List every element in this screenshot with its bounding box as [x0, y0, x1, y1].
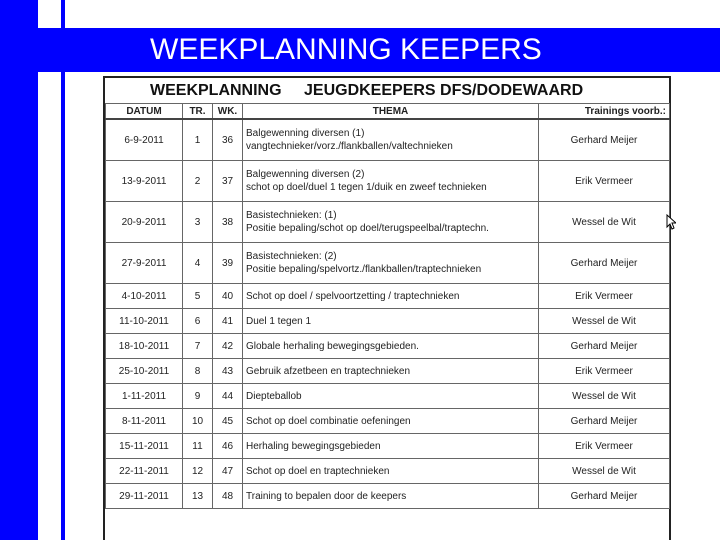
table-row [106, 459, 670, 484]
cell-training-number: 9 [183, 384, 213, 409]
cell-datum: 15-11-2011 [106, 434, 183, 459]
cell-datum: 1-11-2011 [106, 384, 183, 409]
cell-datum: 25-10-2011 [106, 359, 183, 384]
cell-datum: 6-9-2011 [106, 119, 183, 161]
table-row [106, 202, 670, 243]
column-header-wk: WK. [213, 104, 243, 120]
thema-line: Balgewenning diversen (1) [246, 128, 365, 139]
table-row [106, 409, 670, 434]
cell-week: 41 [213, 309, 243, 334]
cell-week: 46 [213, 434, 243, 459]
table-row [106, 484, 670, 509]
cell-training-number: 13 [183, 484, 213, 509]
cell-training-number: 11 [183, 434, 213, 459]
thema-line: Herhaling bewegingsgebieden [246, 440, 381, 452]
cell-datum: 11-10-2011 [106, 309, 183, 334]
cell-trainer: Erik Vermeer [539, 284, 670, 309]
thema-line: Diepteballob [246, 390, 302, 402]
cell-training-number: 8 [183, 359, 213, 384]
table-row [106, 359, 670, 384]
title-band-left [38, 28, 61, 72]
thema-line: Globale herhaling bewegingsgebieden. [246, 340, 419, 352]
thema-line: Basistechnieken: (2) [246, 251, 337, 262]
cell-datum: 8-11-2011 [106, 409, 183, 434]
cell-trainer: Gerhard Meijer [539, 119, 670, 161]
cell-week: 42 [213, 334, 243, 359]
cell-training-number: 2 [183, 161, 213, 202]
table-header-row [106, 104, 670, 120]
cell-thema [243, 409, 539, 434]
thema-line: Positie bepaling/spelvortz./flankballen/traptechnieken [246, 264, 482, 275]
cell-trainer: Erik Vermeer [539, 434, 670, 459]
cell-datum: 27-9-2011 [106, 243, 183, 284]
cell-thema [243, 359, 539, 384]
cell-thema [243, 484, 539, 509]
cell-training-number: 5 [183, 284, 213, 309]
cell-thema [243, 119, 539, 161]
cell-training-number: 10 [183, 409, 213, 434]
cell-trainer: Gerhard Meijer [539, 243, 670, 284]
frame-left-stripe [38, 0, 61, 540]
mouse-cursor-icon [666, 214, 676, 230]
cell-thema [243, 161, 539, 202]
cell-trainer: Erik Vermeer [539, 359, 670, 384]
cell-week: 38 [213, 202, 243, 243]
document-title-part2: JEUGDKEEPERS DFS/DODEWAARD [304, 82, 584, 99]
cell-week: 36 [213, 119, 243, 161]
thema-line: Balgewenning diversen (2) [246, 169, 365, 180]
cell-trainer: Gerhard Meijer [539, 484, 670, 509]
document-title [105, 80, 669, 102]
column-header-datum: DATUM [106, 104, 183, 120]
column-header-thema: THEMA [243, 104, 539, 120]
schedule-table [105, 103, 670, 509]
cell-thema [243, 459, 539, 484]
table-row [106, 334, 670, 359]
document-title-part1: WEEKPLANNING [150, 82, 282, 99]
table-row [106, 284, 670, 309]
cell-week: 39 [213, 243, 243, 284]
cell-week: 40 [213, 284, 243, 309]
cell-week: 37 [213, 161, 243, 202]
table-body [106, 119, 670, 509]
cell-trainer: Wessel de Wit [539, 202, 670, 243]
thema-line: Schot op doel en traptechnieken [246, 465, 390, 477]
cell-trainer: Wessel de Wit [539, 309, 670, 334]
table-row [106, 161, 670, 202]
cell-trainer: Gerhard Meijer [539, 409, 670, 434]
thema-line: Basistechnieken: (1) [246, 210, 337, 221]
cell-thema [243, 309, 539, 334]
table-row [106, 434, 670, 459]
thema-line: Gebruik afzetbeen en traptechnieken [246, 365, 410, 377]
table-row [106, 243, 670, 284]
cell-thema [243, 384, 539, 409]
thema-line: Schot op doel combinatie oefeningen [246, 415, 411, 427]
cell-week: 43 [213, 359, 243, 384]
cell-training-number: 4 [183, 243, 213, 284]
table-row [106, 384, 670, 409]
thema-line: Duel 1 tegen 1 [246, 315, 312, 327]
cell-datum: 29-11-2011 [106, 484, 183, 509]
cell-training-number: 1 [183, 119, 213, 161]
cell-thema [243, 243, 539, 284]
thema-line: schot op doel/duel 1 tegen 1/duik en zweef technieken [246, 182, 487, 193]
slide-title: WEEKPLANNING KEEPERS [150, 33, 542, 66]
cell-datum: 18-10-2011 [106, 334, 183, 359]
thema-line: Training to bepalen door de keepers [246, 490, 407, 502]
cell-datum: 13-9-2011 [106, 161, 183, 202]
cell-week: 47 [213, 459, 243, 484]
table-row [106, 309, 670, 334]
column-header-tr: TR. [183, 104, 213, 120]
cell-trainer: Wessel de Wit [539, 459, 670, 484]
cell-datum: 4-10-2011 [106, 284, 183, 309]
thema-line: vangtechnieker/vorz./flankballen/valtechnieken [246, 141, 453, 152]
thema-line: Schot op doel / spelvoortzetting / traptechnieken [246, 290, 460, 302]
cell-training-number: 7 [183, 334, 213, 359]
cell-week: 44 [213, 384, 243, 409]
thema-line: Positie bepaling/schot op doel/terugspeelbal/traptechn. [246, 223, 489, 234]
cell-thema [243, 434, 539, 459]
cell-thema [243, 284, 539, 309]
cell-training-number: 6 [183, 309, 213, 334]
cell-trainer: Wessel de Wit [539, 384, 670, 409]
cell-training-number: 12 [183, 459, 213, 484]
cell-thema [243, 202, 539, 243]
weekplanning-document [103, 76, 671, 540]
cell-trainer: Erik Vermeer [539, 161, 670, 202]
column-header-trainer: Trainings voorb.: [539, 104, 670, 120]
table-row [106, 119, 670, 161]
cell-week: 45 [213, 409, 243, 434]
cell-week: 48 [213, 484, 243, 509]
cell-datum: 22-11-2011 [106, 459, 183, 484]
cell-datum: 20-9-2011 [106, 202, 183, 243]
cell-training-number: 3 [183, 202, 213, 243]
cell-thema [243, 334, 539, 359]
cell-trainer: Gerhard Meijer [539, 334, 670, 359]
